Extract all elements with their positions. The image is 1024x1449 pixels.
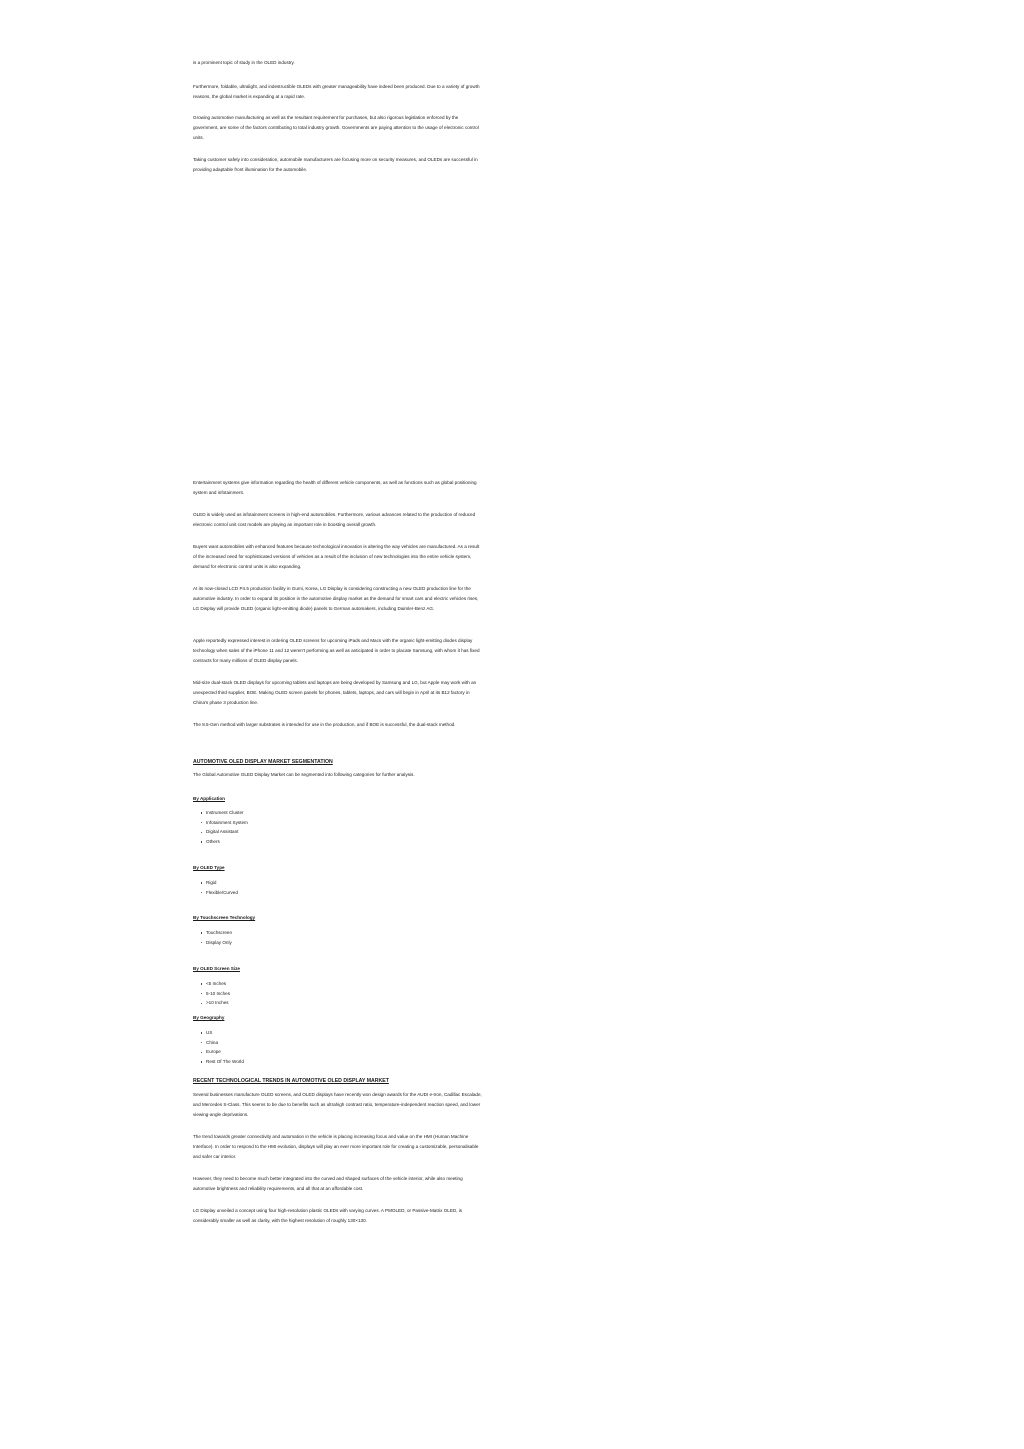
- segment-group-title: By OLED Screen Size: [193, 966, 240, 971]
- paragraph: is a prominent topic of study in the OLED industry.: [193, 60, 295, 65]
- segment-list-oled-type: [193, 878, 491, 897]
- segmentation-intro: The Global Automotive OLED Display Market can be segmented into following categories for further analysis.: [193, 772, 415, 777]
- trends-heading: RECENT TECHNOLOGICAL TRENDS IN AUTOMOTIVE OLED DISPLAY MARKET: [193, 1078, 389, 1084]
- paragraph: The trend towards greater connectivity and automation in the vehicle is placing increasing focus and value on the HMI (Human Machine Interface). In order to respond to the HMI evolution, displays will play an ever more important role for creating a customizable, personalisable and safer car interior.: [193, 1134, 479, 1159]
- paragraph: However, they need to become much better integrated into the curved and shaped surfaces of the vehicle interior, while also meeting automotive brightness and reliability requirements, and all that at an affordable cost.: [193, 1176, 463, 1191]
- segment-list-screen-size: [193, 979, 491, 1008]
- segment-group-title: By OLED Type: [193, 865, 225, 870]
- list-item: Rest Of The World: [201, 1057, 491, 1067]
- list-item: Digital Assistant: [201, 827, 491, 837]
- list-item: >10 Inches: [201, 998, 491, 1008]
- paragraph: The 8.5-Gen method with larger substrates is intended for use in the production, and if BOE is successful, the dual-stack method.: [193, 722, 456, 727]
- list-item: Touchscreen: [201, 928, 491, 938]
- segment-group-title: By Touchscreen Technology: [193, 915, 256, 920]
- segment-list-application: [193, 808, 491, 847]
- segmentation-heading: AUTOMOTIVE OLED DISPLAY MARKET SEGMENTATION: [193, 759, 333, 765]
- list-item: <5 Inches: [201, 979, 491, 989]
- paragraph: Mid-size dual-stack OLED displays for upcoming tablets and laptops are being developed by Samsung and LG, but Apple may work with an unexpected third supplier, BOE. Making OLED screen panels for phones, tablets, laptops, and cars will begin in April at its B12 factory in China's phase 3 production line.: [193, 680, 477, 705]
- list-item: US: [201, 1028, 491, 1038]
- paragraph: Furthermore, foldable, ultralight, and indestructible OLEDs with greater manageability have indeed been produced. Due to a variety of growth reasons, the global market is expanding at a rapid rate.: [193, 84, 480, 99]
- segment-list-touchscreen: [193, 928, 491, 947]
- list-item: Instrument Cluster: [201, 808, 491, 818]
- list-item: Infotainment System: [201, 818, 491, 828]
- paragraph: Buyers want automobiles with enhanced features because technological innovation is altering the way vehicles are manufactured. As a result of the increased need for sophisticated versions of vehicles as a result of the inclusion of new technologies into the entire vehicle system, demand for electronic control units is also expanding.: [193, 544, 480, 569]
- list-item: Flexible/Curved: [201, 888, 491, 898]
- list-item: Display Only: [201, 938, 491, 948]
- paragraph: Taking customer safety into consideration, automobile manufacturers are focusing more on security measures, and OLEDs are successful in providing adaptable front illumination for the automobile.: [193, 157, 478, 172]
- list-item: Europe: [201, 1047, 491, 1057]
- paragraph: At its now-closed LCD P4.5 production facility in Gumi, Korea, LG Display is considering constructing a new OLED production line for the automotive industry. In order to expand its position in the automotive display market as the demand for smart cars and electric vehicles rises, LG Display will provide OLED (organic light-emitting diode) panels to German automakers, including Daimler-Benz AG.: [193, 586, 479, 611]
- segment-group-title: By Application: [193, 796, 225, 801]
- paragraph: Several businesses manufacture OLED screens, and OLED displays have recently won design awards for the AUDI e-tron, Cadillac Escalade, and Mercedes S-Class. This seems to be due to benefits such as ultrahigh contrast ratio, temperature-independent reaction speed, and lower viewing-angle deprivations.: [193, 1092, 482, 1117]
- paragraph: Growing automotive manufacturing as well as the resultant requirement for purchases, but also rigorous legislation enforced by the government, are some of the factors contributing to total industry growth. Governments are paying attention to the usage of electronic control units.: [193, 115, 479, 140]
- segment-list-geography: [193, 1028, 491, 1067]
- list-item: Others: [201, 837, 491, 847]
- paragraph: Entertainment systems give information regarding the health of different vehicle components, as well as functions such as global positioning system and infotainment.: [193, 480, 477, 495]
- paragraph: LG Display unveiled a concept using four high-resolution plastic OLEDs with varying curves. A PMOLED, or Passive-Matrix OLED, is considerably smaller as well as clarity, with the highest resolution of roughly 130×130.: [193, 1208, 463, 1223]
- list-item: China: [201, 1038, 491, 1048]
- paragraph: Apple reportedly expressed interest in ordering OLED screens for upcoming iPads and Macs with the organic light-emitting diodes display technology when sales of the iPhone 11 and 12 weren't performing as well as anticipated in order to placate Samsung, with whom it has fixed contracts for many millions of OLED display panels.: [193, 638, 480, 663]
- list-item: Rigid: [201, 878, 491, 888]
- paragraph: OLED is widely used as infotainment screens in high-end automobiles. Furthermore, various advances related to the production of reduced electronic control unit cost models are playing an important role in boosting overall growth.: [193, 512, 476, 527]
- segment-group-title: By Geography: [193, 1015, 225, 1020]
- list-item: 5-10 Inches: [201, 989, 491, 999]
